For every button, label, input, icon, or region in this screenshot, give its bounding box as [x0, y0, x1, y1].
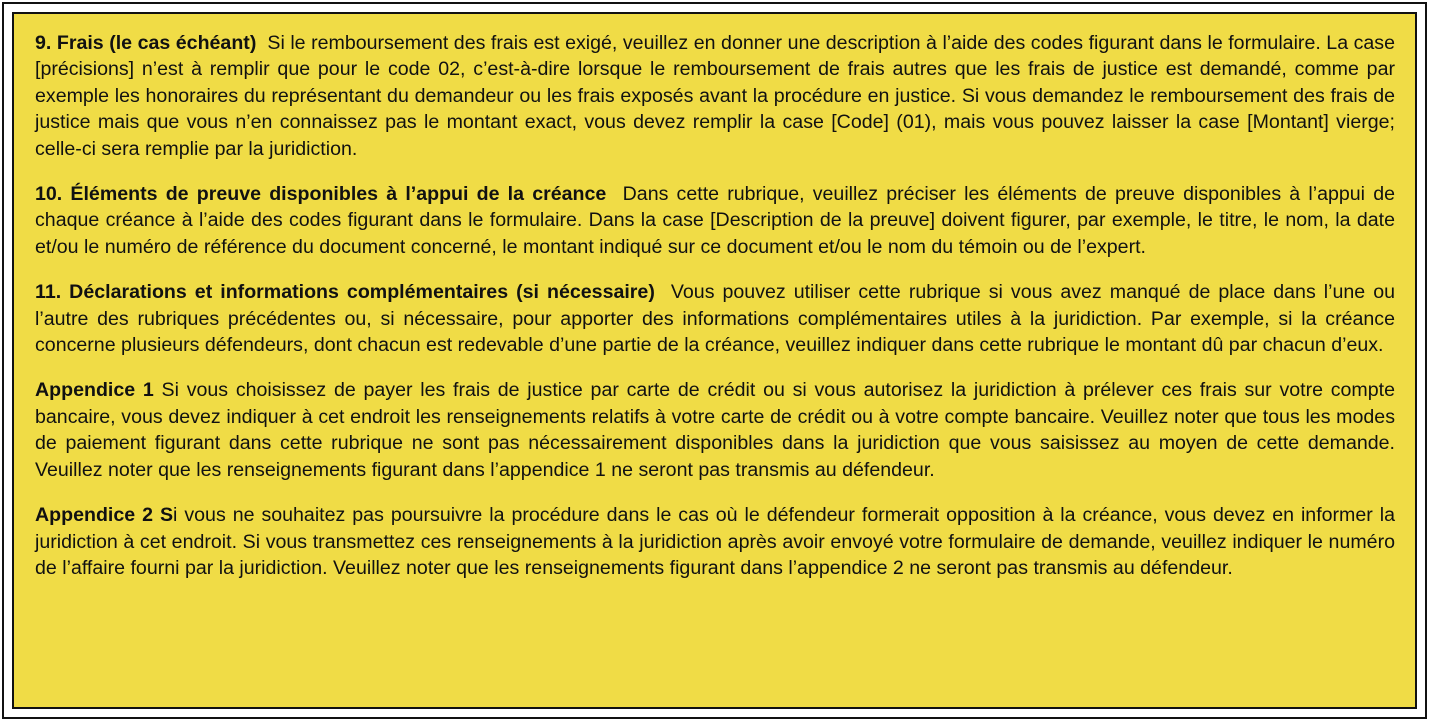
section-title: Appendice 1: [35, 379, 154, 402]
section-title: 9. Frais (le cas échéant): [35, 32, 257, 54]
instructions-panel: [12, 12, 1417, 709]
section-body: Si vous choisissez de payer les frais de justice par carte de crédit ou si vous autorisez la juridiction à prélever ces frais sur votre compte bancaire, vous devez indiquer à cet endroit les renseignements relatifs à votre carte de crédit ou à votre compte bancaire. Veuillez noter que tous les modes de paiement figurant dans cette rubrique ne sont pas nécessairement disponibles dans la juridiction que vous saisissez au moyen de cette demande. Veuillez noter que les renseignements figurant dans l’appendice 1 ne seront pas transmis au défendeur.: [35, 379, 1395, 481]
section-body: Dans cette rubrique, veuillez préciser les éléments de preuve disponibles à l’appui de chaque créance à l’aide des codes figurant dans le formulaire. Dans la case [Description de la preuve] doivent figurer, par exemple, le titre, le nom, la date et/ou le numéro de référence du document concerné, le montant indiqué sur ce document et/ou le nom du témoin ou de l’expert.: [35, 183, 1396, 258]
section-title: 10. Éléments de preuve disponibles à l’appui de la créance: [35, 183, 607, 206]
section-elements-de-preuve: [35, 181, 1395, 260]
section-appendice-2: [35, 502, 1395, 581]
section-frais: [35, 30, 1395, 162]
section-body: Si le remboursement des frais est exigé, veuillez en donner une description à l’aide des codes figurant dans le formulaire. La case [précisions] n’est à remplir que pour le code 02, c’est-à-dire lorsque le remboursement de frais autres que les frais de justice est demandé, comme par exemple les honoraires du représentant du demandeur ou les frais exposés avant la procédure en justice. Si vous demandez le remboursement des frais de justice mais que vous n’en connaissez pas le montant exact, vous devez remplir la case [Code] (01), mais vous pouvez laisser la case [Montant] vierge; celle-ci sera remplie par la juridiction.: [35, 32, 1395, 160]
section-title: Appendice 2 S: [35, 504, 174, 527]
section-body: Vous pouvez utiliser cette rubrique si vous avez manqué de place dans l’une ou l’autre des rubriques précédentes ou, si nécessaire, pour apporter des informations complémentaires utiles à la juridiction. Par exemple, si la créance concerne plusieurs défendeurs, dont chacun est redevable d’une partie de la créance, veuillez indiquer dans cette rubrique le montant dû par chacun d’eux.: [35, 281, 1395, 357]
section-appendice-1: [35, 377, 1395, 483]
outer-frame: [2, 2, 1427, 719]
section-body: i vous ne souhaitez pas poursuivre la procédure dans le cas où le défendeur formerait opposition à la créance, vous devez en informer la juridiction à cet endroit. Si vous transmettez ces renseignements à la juridiction après avoir envoyé votre formulaire de demande, veuillez indiquer le numéro de l’affaire fourni par la juridiction. Veuillez noter que les renseignements figurant dans l’appendice 2 ne seront pas transmis au défendeur.: [35, 504, 1396, 579]
section-title: 11. Déclarations et informations complémentaires (si nécessaire): [35, 281, 655, 304]
section-declarations: [35, 279, 1395, 358]
